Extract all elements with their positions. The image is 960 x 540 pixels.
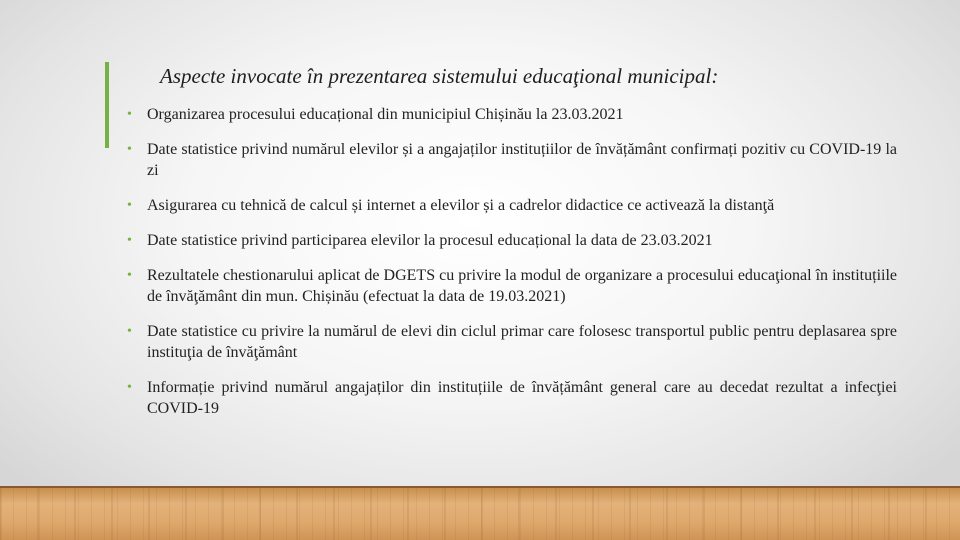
accent-bar [105,62,109,148]
bullet-item [127,139,897,181]
bullet-icon: • [127,142,132,157]
bullet-icon: • [127,198,132,213]
bullet-item [127,321,897,363]
wooden-floor [0,486,960,540]
bullet-text: Date statistice privind numărul elevilor și a angajaților instituțiilor de învățământ confirmați pozitiv cu COVID-19 la zi [147,141,897,179]
bullet-icon: • [127,107,132,122]
bullet-list [127,104,897,433]
bullet-item [127,104,897,125]
bullet-item [127,377,897,419]
bullet-text: Informație privind numărul angajaților din instituțiile de învățământ general care au decedat rezultat a infecţiei COVID-19 [147,379,897,417]
bullet-icon: • [127,233,132,248]
bullet-text: Organizarea procesului educațional din municipiul Chișinău la 23.03.2021 [147,106,624,123]
slide-title: Aspecte invocate în prezentarea sistemului educaţional municipal: [160,64,719,88]
bullet-icon: • [127,268,132,283]
bullet-item [127,230,897,251]
bullet-text: Date statistice privind participarea elevilor la procesul educațional la data de 23.03.2021 [147,232,713,249]
bullet-icon: • [127,324,132,339]
bullet-text: Date statistice cu privire la numărul de elevi din ciclul primar care folosesc transportul public pentru deplasarea spre instituţia de învăţământ [147,323,897,361]
bullet-icon: • [127,380,132,395]
bullet-text: Rezultatele chestionarului aplicat de DGETS cu privire la modul de organizare a procesului educaţional în instituțiile de învăţământ din mun. Chișinău (efectuat la data de 19.03.2021) [147,267,897,305]
bullet-item [127,265,897,307]
bullet-text: Asigurarea cu tehnică de calcul și internet a elevilor și a cadrelor didactice ce activează la distanţă [147,197,775,214]
bullet-item [127,195,897,216]
